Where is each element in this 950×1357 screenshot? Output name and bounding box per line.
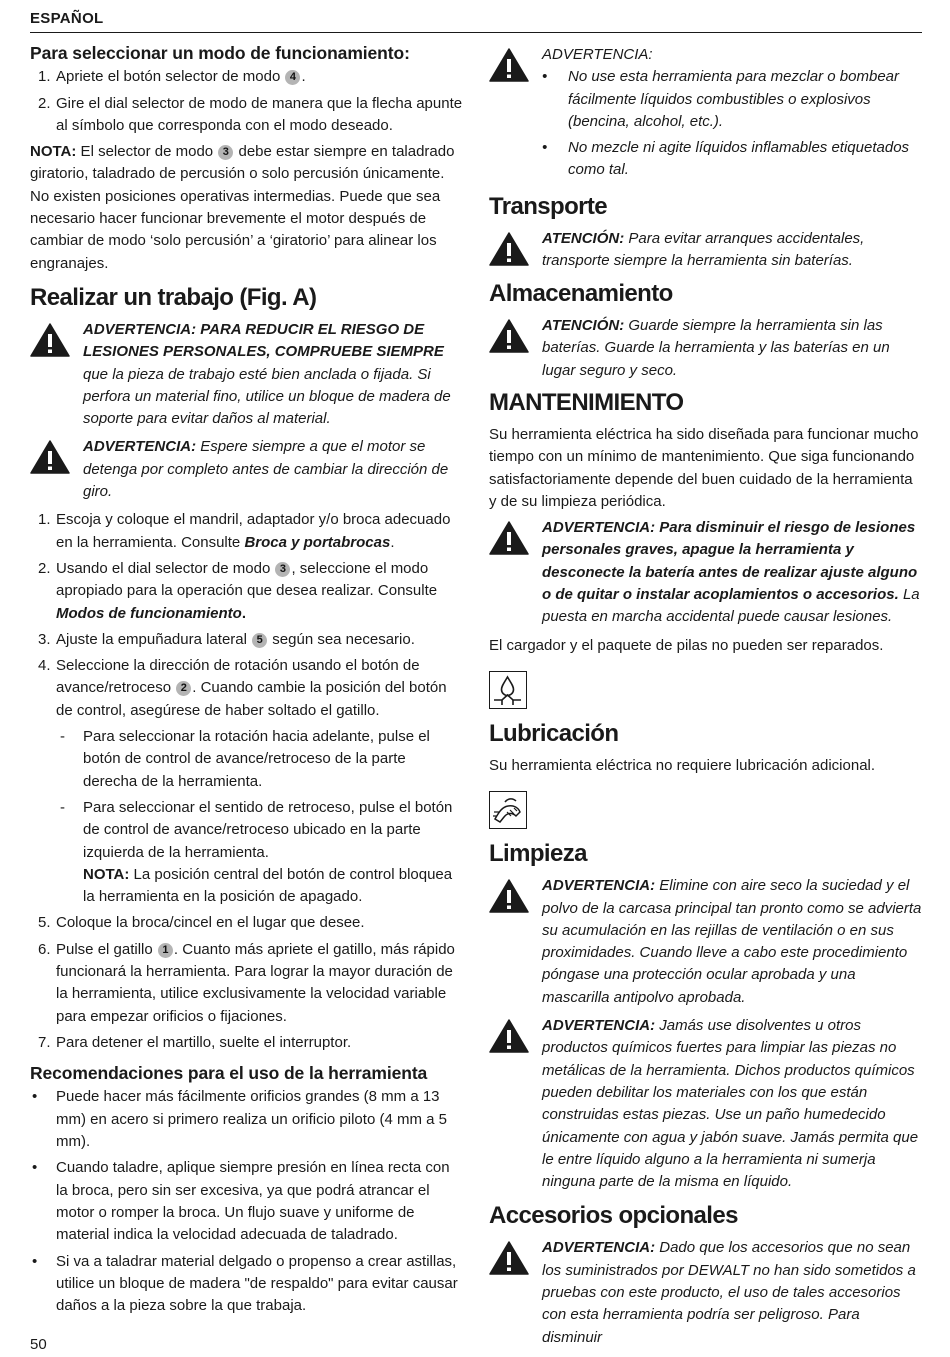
caution-label: ATENCIÓN: [542,317,625,335]
recommendation-item [30,1086,464,1153]
callout-badge: 1 [158,943,173,958]
bullet-marker: • [32,1252,38,1270]
bullet-marker: • [32,1159,38,1177]
callout-badge: 5 [252,633,267,648]
step-number: 1. [38,68,51,86]
step-reference: Broca y portabrocas [244,533,391,551]
warning-bullet-item [542,66,923,133]
callout-badge: 2 [176,681,191,696]
warning-triangle-icon [489,315,542,360]
work-substep-1 [30,726,464,793]
step-text: Usando el dial selector de modo [56,559,271,577]
warning-bullet-item [542,137,923,182]
work-step-6 [30,939,464,1028]
cleaning-warning-2 [489,1015,923,1193]
work-section-title: Realizar un trabajo (Fig. A) [30,283,317,311]
step-text: Escoja y coloque el mandril, adaptador y/o broca adecuado en la herramienta. Consulte [56,511,451,551]
storage-title: Almacenamiento [489,280,673,308]
cleaning-title: Limpieza [489,840,587,868]
step-text-end: . [241,604,247,622]
warning-triangle-icon [489,1237,542,1282]
mode-section-title: Para seleccionar un modo de funcionamiento: [30,43,410,63]
recommendation-text: Cuando taladre, aplique siempre presión en línea recta con la broca, pero sin ser excesiva, ya que podrá atrancar el motor o romper la broca. Un flujo suave y uniforme de material indica la velocidad adecuada de taladrado. [56,1159,450,1244]
warning-text: que la pieza de trabajo esté bien anclada o fijada. Si perfora un material fino, utilice un bloque de madera de soporte para evitar daños al material. [83,365,451,428]
step-number: 7. [38,1033,51,1051]
step-text: Apriete el botón selector de modo [56,68,281,86]
bullet-marker: • [32,1088,38,1106]
warning-label: ADVERTENCIA: [542,1239,656,1257]
warning-triangle-icon [489,875,542,920]
maintenance-intro: Su herramienta eléctrica ha sido diseñada para funcionar mucho tiempo con un mínimo de mantenimiento. Que siga funcionando satisfactoriamente depende del buen cuidado de la herramienta y de su limpieza periódica. [489,425,919,510]
callout-badge: 3 [275,562,290,577]
warning-bullet-text: No mezcle ni agite líquidos inflamables etiquetados como tal. [568,139,910,179]
warning-label: ADVERTENCIA: [542,1017,656,1035]
warning-triangle-icon [489,517,542,562]
step-text: Seleccione la dirección de rotación usando el botón de avance/retroceso [56,657,420,697]
mode-step-2 [30,93,464,138]
step-text: Gire el dial selector de modo de manera que la flecha apunte al símbolo que corresponda con el modo deseado. [56,94,463,134]
callout-badge: 4 [285,70,300,85]
step-text-end: . Cuando cambie la posición del botón de control, asegúrese de haber soltado el gatillo. [56,679,447,719]
substep-text: Para seleccionar el sentido de retroceso, pulse el botón de control de avance/retroceso ubicado en la parte izquierda de la herramienta. [83,798,453,861]
transport-title: Transporte [489,192,608,220]
work-step-3 [30,629,464,651]
warning-text: Dado que los accesorios que no sean los suministrados por DEWALT no han sido sometidos a pruebas con este producto, el uso de tales accesorios con esta herramienta podría ser peligroso. Para disminuir [542,1239,916,1346]
step-text-end: . [301,68,306,86]
step-text-end: . Cuanto más apriete el gatillo, más rápido funcionará la herramienta. Para lograr la mayor duración de la herramienta, utilice exclusivamente la velocidad variable para empezar orificios o fijaciones. [56,940,455,1025]
note-text: El selector de modo [76,143,214,161]
work-step-7 [30,1032,464,1054]
work-warning-2 [30,436,464,503]
step-text: Coloque la broca/cincel en el lugar que desee. [56,914,365,932]
warning-label: ADVERTENCIA: [83,438,197,456]
dash-marker: - [60,728,65,746]
header-language: ESPAÑOL [30,10,104,27]
work-step-4 [30,655,464,722]
work-substep-2 [30,797,464,908]
caution-label: ATENCIÓN: [542,229,625,247]
storage-caution [489,315,923,382]
work-step-1 [30,509,464,554]
note-text: La posición central del botón de control bloquea la herramienta en la posición de apagado. [83,865,453,906]
warning-bullet-text: No use esta herramienta para mezclar o bombear fácilmente líquidos combustibles o explosivos (bencina, alcohol, etc.). [568,68,899,130]
charger-note: El cargador y el paquete de pilas no pueden ser reparados. [489,636,884,654]
warning-triangle-icon [489,44,542,89]
warning-label: ADVERTENCIA: Para disminuir el riesgo de lesiones personales graves, apague la herramienta y desconecte la batería antes de realizar ajuste alguno o de quitar o instalar acoplamientos o accesorios. [542,519,918,604]
warning-label: ADVERTENCIA: [542,46,653,63]
recommendation-item [30,1251,464,1318]
step-text: Para detener el martillo, suelte el interruptor. [56,1033,352,1051]
work-step-5 [30,912,464,934]
step-text-end: según sea necesario. [268,630,415,648]
warning-text: La puesta en marcha accidental puede causar lesiones. [542,586,920,626]
note-label: NOTA: [83,865,130,883]
step-text-end: . [390,533,395,551]
bullet-marker: • [542,68,548,86]
recommendation-text: Si va a taladrar material delgado o propenso a crear astillas, utilice un bloque de madera "de respaldo" para evitar causar daños a la pieza sobre la que trabaja. [56,1252,458,1315]
recommendation-text: Puede hacer más fácilmente orificios grandes (8 mm a 13 mm) en acero si primero realiza un orificio piloto (4 mm a 5 mm). [56,1088,447,1151]
maintenance-warning [489,517,923,628]
step-reference: Modos de funcionamiento [56,604,242,622]
cleaning-warning-1 [489,875,923,1009]
recommendations-title: Recomendaciones para el uso de la herramienta [30,1063,428,1084]
warning-triangle-icon [30,436,83,481]
step-number: 2. [38,94,51,112]
accessories-warning [489,1237,923,1348]
work-warning-1 [30,319,464,430]
bullet-marker: • [542,139,548,157]
page-header [30,10,922,33]
warning-triangle-icon [489,228,542,273]
mode-note [30,141,464,275]
fluids-warning [489,44,923,186]
callout-badge: 3 [218,145,233,160]
caution-text: Para evitar arranques accidentales, transporte siempre la herramienta sin baterías. [542,229,865,270]
step-number: 5. [38,914,51,932]
oil-drop-icon [489,671,527,709]
left-column [30,42,464,1321]
warning-triangle-icon [489,1015,542,1060]
caution-text: Guarde siempre la herramienta sin las baterías. Guarde la herramienta y las baterías en un lugar seguro y seco. [542,317,890,379]
step-number: 2. [38,559,51,577]
accessories-title: Accesorios opcionales [489,1202,738,1230]
warning-text: Elimine con aire seco la suciedad y el polvo de la carcasa principal tan pronto como se advierta su acumulación en las rejillas de ventilación o en sus proximidades. Cuando lleve a cabo este procedimiento póngase una protección ocular aprobada y una mascarilla antipolvo aprobada. [542,877,922,1006]
step-text-mid: , seleccione el modo apropiado para la operación que desea realizar. Consulte [56,559,438,600]
step-number: 3. [38,630,51,648]
warning-text: Espere siempre a que el motor se detenga por completo antes de cambiar la dirección de giro. [83,438,449,501]
maintenance-title: MANTENIMIENTO [489,388,684,416]
step-number: 1. [38,511,51,529]
right-column [489,42,923,1355]
transport-caution [489,228,923,273]
lubrication-text: Su herramienta eléctrica no requiere lubricación adicional. [489,756,876,774]
step-text: Pulse el gatillo [56,940,153,958]
warning-label: ADVERTENCIA: [542,877,656,895]
warning-label: ADVERTENCIA: PARA REDUCIR EL RIESGO DE LESIONES PERSONALES, COMPRUEBE SIEMPRE [83,320,444,361]
dash-marker: - [60,798,65,816]
cleaning-hand-icon [489,791,527,829]
note-label: NOTA: [30,143,77,161]
step-number: 4. [38,657,51,675]
warning-triangle-icon [30,319,83,364]
substep-text: Para seleccionar la rotación hacia adelante, pulse el botón de control de avance/retroceso de la parte derecha de la herramienta. [83,728,430,790]
mode-step-1 [30,66,464,88]
step-number: 6. [38,940,51,958]
recommendation-item [30,1157,464,1246]
page-number: 50 [30,1336,47,1353]
note-text-end: debe estar siempre en taladrado giratorio, taladrado de percusión o solo percusión únicamente. No existen posiciones operativas intermedias. Puede que sea necesario hacer funcionar brevemente el motor después de cambiar de modo ‘solo percusión’ a ‘giratorio’ para alinear los engranajes. [30,143,455,272]
lubrication-title: Lubricación [489,719,619,747]
warning-text: Jamás use disolventes u otros productos químicos fuertes para limpiar las piezas no metálicas de la herramienta. Dichos productos químicos pueden debilitar los materiales con los que están construidas estas piezas. Use un paño humedecido únicamente con agua y jabón suave. Jamás permita que le entre líquido alguno a la herramienta ni sumerja ninguna parte de la misma en líquido. [542,1017,919,1191]
step-text: Ajuste la empuñadura lateral [56,630,247,648]
work-step-2 [30,558,464,625]
